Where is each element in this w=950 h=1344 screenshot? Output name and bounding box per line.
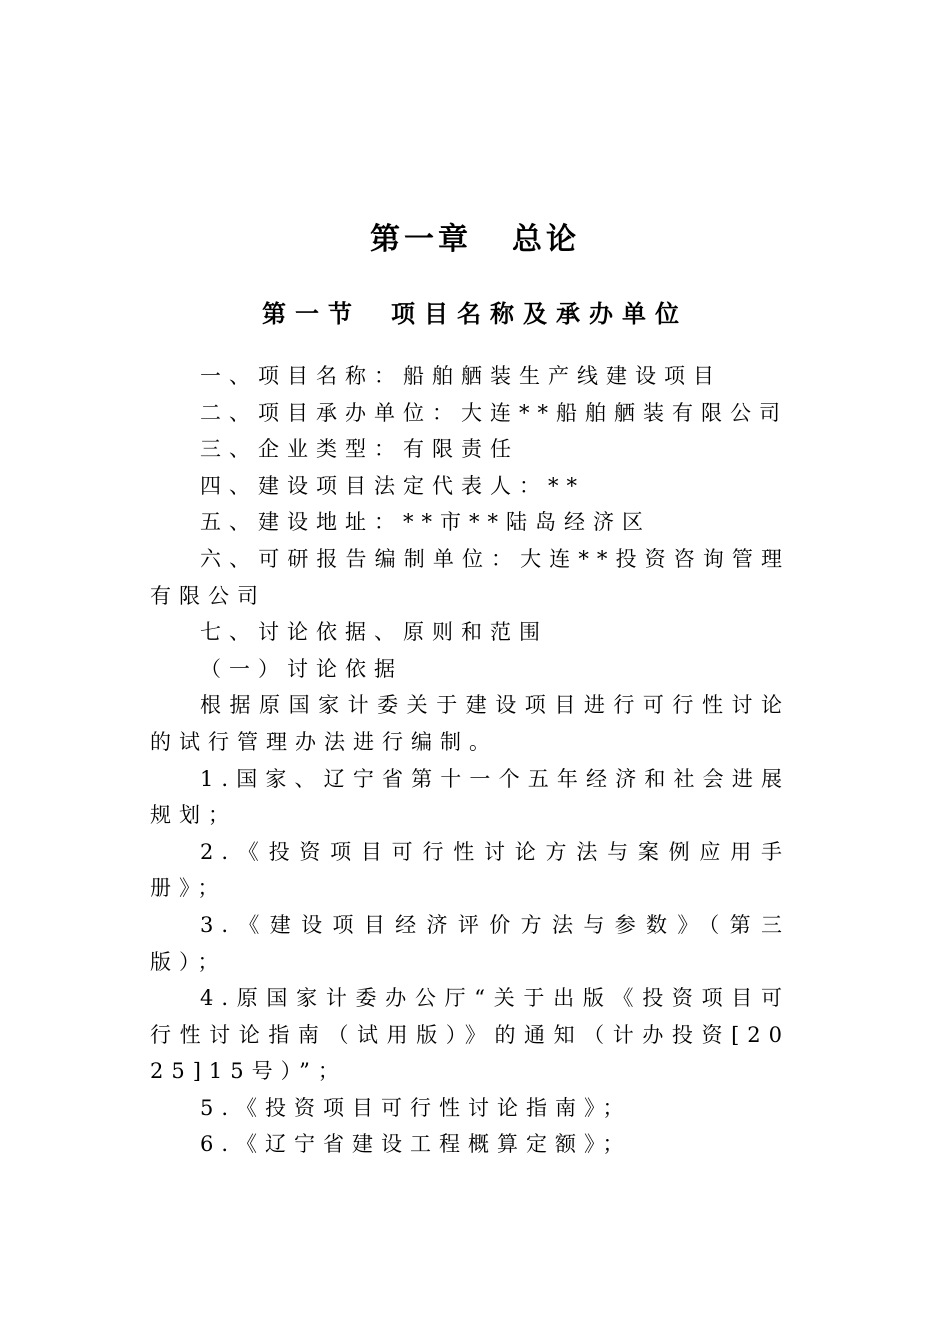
paragraph: 四、建设项目法定代表人：** — [200, 473, 585, 498]
section-title: 项目名称及承办单位 — [391, 299, 688, 328]
paragraph: 根据原国家计委关于建设项目进行可行性讨论的试行管理办法进行编制。 — [150, 693, 790, 754]
paragraph: 七、讨论依据、原则和范围 — [200, 620, 548, 645]
paragraph: 一、项目名称：船舶舾装生产线建设项目 — [200, 364, 722, 388]
chapter-label: 第一章 — [370, 222, 472, 257]
section-heading — [0, 294, 950, 334]
paragraph: 4.原国家计委办公厅“关于出版《投资项目可行性讨论指南（试用版）》的通知（计办投资[2025]15号）”； — [150, 986, 790, 1084]
section-label: 第一节 — [262, 299, 361, 328]
paragraph: 1.国家、辽宁省第十一个五年经济和社会进展规划； — [150, 766, 790, 828]
paragraph: 6.《辽宁省建设工程概算定额》； — [200, 1132, 632, 1157]
chapter-heading — [0, 218, 950, 262]
paragraph: （一）讨论依据 — [200, 656, 403, 681]
paragraph: 5.《投资项目可行性讨论指南》； — [200, 1095, 632, 1120]
paragraph: 二、项目承办单位：大连**船舶舾装有限公司 — [200, 400, 788, 425]
paragraph: 六、可研报告编制单位：大连**投资咨询管理有限公司 — [150, 546, 790, 608]
chapter-title: 总论 — [512, 222, 580, 257]
body-text — [150, 358, 790, 1163]
paragraph: 三、企业类型：有限责任 — [200, 437, 519, 462]
paragraph: 五、建设地址：**市**陆岛经济区 — [200, 510, 651, 535]
paragraph: 2.《投资项目可行性讨论方法与案例应用手册》； — [150, 839, 790, 901]
paragraph: 3.《建设项目经济评价方法与参数》（第三版）； — [150, 912, 790, 974]
